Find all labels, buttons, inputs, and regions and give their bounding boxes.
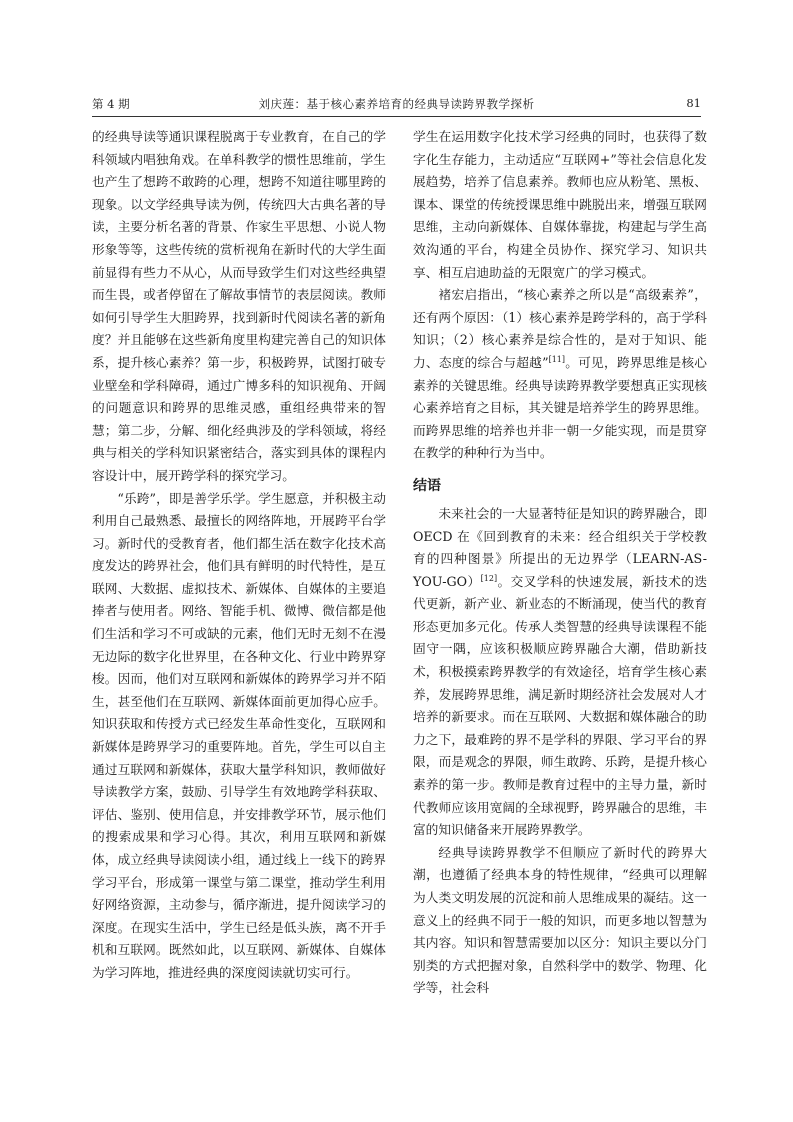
paragraph-core-literacy [413,284,707,465]
issue-number: 第 4 期 [92,97,130,111]
running-title: 刘庆莲：基于核心素养培育的经典导读跨界教学探析 [258,97,535,111]
left-column [92,126,386,985]
header-rule [92,116,701,117]
citation-12: [12] [480,573,498,583]
paragraph-text: 未来社会的一大显著特征是知识的跨界融合，即 OECD 在《回到教育的未来：经合组织关于学校教育的四种图景》所提出的无边界学（LEARN-AS-YOU-GO） [413,505,707,589]
paragraph-text: 。交叉学科的快速发展，新技术的迭代更新，新产业、新业态的不断涌现，使当代的教育形态更加多元化。传承人类智慧的经典导读课程不能固守一隅，应该积极顺应跨界融合大潮，借助新技术，积极摸索跨界教学的有效途径，培育学生核心素养，发展跨界思维，满足新时期经济社会发展对人才培养的新要求。而在互联网、大数据和媒体融合的助力之下，最难跨的界不是学科的界限、学习平台的界限，而是观念的界限，师生敢跨、乐跨，是提升核心素养的第一步。教师是教育过程中的主导力量，新时代教师应该用宽阔的全球视野，跨界融合的思维，丰富的知识储备来开展跨界教学。 [413,573,708,838]
citation-11: [11] [548,354,565,364]
section-heading-conclusion: 结语 [413,477,441,494]
paragraph-text: 褚宏启指出，“核心素养之所以是“高级素养”，还有两个原因：（1）核心素养是跨学科的，高于学科知识；（2）核心素养是综合性的，是对于知识、能力、态度的综合与超越” [413,287,707,370]
paragraph-classic-reading: 经典导读跨界教学不但顺应了新时代的跨界大潮，也遵循了经典本身的特性规律，“经典可以理解为人类文明发展的沉淀和前人思维成果的凝结。这一意义上的经典不同于一般的知识，而更多地以智慧为其内容。知识和智慧需要加以区分：知识主要以分门别类的方式把握对象，自然科学中的数学、物理、化学等，社会科 [413,844,707,996]
paragraph-text: 。可见，跨界思维是核心素养的关键思维。经典导读跨界教学要想真正实现核心素养培育之目标，其关键是培养学生的跨界思维。而跨界思维的培养也并非一朝一夕能实现，而是贯穿在教学的种种行为当中。 [413,354,707,461]
paragraph-future-society [413,503,707,842]
page-header [92,92,701,114]
paragraph-continued: 的经典导读等通识课程脱离于专业教育，在自己的学科领域内唱独角戏。在单科教学的惯性思维前，学生也产生了想跨不敢跨的心理，想跨不知道往哪里跨的现象。以文学经典导读为例，传统四大古典名著的导读，主要分析名著的背景、作家生平思想、小说人物形象等等，这些传统的赏析视角在新时代的大学生面前显得有些力不从心，从而导致学生们对这些经典望而生畏，或者停留在了解故事情节的表层阅读。教师如何引导学生大胆跨界，找到新时代阅读名著的新角度？并且能够在这些新角度里构建完善自己的知识体系，提升核心素养？第一步，积极跨界，试图打破专业壁垒和学科障碍，通过广博多科的知识视角、开阔的问题意识和跨界的思维灵感，重组经典带来的智慧；第二步，分解、细化经典涉及的学科领域，将经典与相关的学科知识紧密结合，落实到具体的课程内容设计中，展开跨学科的探究学习。 [92,129,386,483]
page-number: 81 [686,96,701,110]
paragraph-le-kua: “乐跨”，即是善学乐学。学生愿意，并积极主动利用自己最熟悉、最擅长的网络阵地，开展跨平台学习。新时代的受教育者，他们都生活在数字化技术高度发达的跨界社会，他们具有鲜明的时代特性，是互联网、大数据、虚拟技术、新媒体、自媒体的主要追捧者与使用者。网络、智能手机、微博、微信都是他们生活和学习不可或缺的元素，他们无时无刻不在漫无边际的数字化世界里，在各种文化、行业中跨界穿梭。因而，他们对互联网和新媒体的跨界学习并不陌生，甚至他们在互联网、新媒体面前更加得心应手。知识获取和传授方式已经发生革命性变化，互联网和新媒体是跨界学习的重要阵地。首先，学生可以自主通过互联网和新媒体，获取大量学科知识，教师做好导读教学方案，鼓励、引导学生有效地跨学科获取、评估、鉴别、使用信息，并安排教学环节，展示他们的搜索成果和学习心得。其次，利用互联网和新媒体，成立经典导读阅读小组，通过线上一线下的跨界学习平台，形成第一课堂与第二课堂，推动学生利用好网络资源，主动参与，循序渐进，提升阅读学习的深度。在现实生活中，学生已经是低头族，离不开手机和互联网。既然如此，以互联网、新媒体、自媒体为学习阵地，推进经典的深度阅读就切实可行。 [92,490,386,980]
paragraph-digital-ability: 学生在运用数字化技术学习经典的同时，也获得了数字化生存能力，主动适应“互联网+”等社会信息化发展趋势，培养了信息素养。教师也应从粉笔、黑板、课本、课堂的传统授课思维中跳脱出来，增强互联网思维，主动向新媒体、自媒体靠拢，构建起与学生高效沟通的平台，构建全员协作、探究学习、知识共享、相互启迪助益的无限宽广的学习模式。 [413,129,707,280]
right-column [413,126,707,1000]
